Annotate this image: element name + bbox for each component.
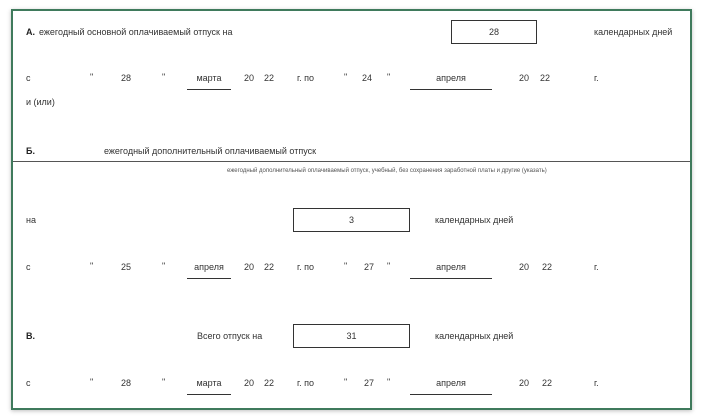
- section-a-from-year-prefix: 20: [244, 73, 255, 83]
- section-b-days-unit: календарных дней: [435, 215, 514, 225]
- section-a-to-year[interactable]: 22: [540, 73, 551, 83]
- section-v-from-year-prefix: 20: [244, 378, 255, 388]
- section-a-days-field[interactable]: 28: [451, 20, 537, 44]
- section-a-to-day[interactable]: 24: [362, 73, 373, 83]
- section-v-letter: В.: [26, 331, 35, 341]
- section-v-to-year[interactable]: 22: [542, 378, 553, 388]
- section-a-to-year-prefix: 20: [519, 73, 530, 83]
- section-b-from-month[interactable]: апреля: [194, 262, 224, 272]
- section-a-from-day[interactable]: 28: [121, 73, 132, 83]
- section-v-days-field[interactable]: 31: [293, 324, 410, 348]
- section-a-from-month[interactable]: марта: [196, 73, 222, 83]
- section-v-from-day[interactable]: 28: [121, 378, 132, 388]
- section-v-to-quote-close: ": [387, 377, 391, 387]
- section-v-from-year[interactable]: 22: [264, 378, 275, 388]
- section-a-to-quote-open: ": [344, 72, 348, 82]
- section-b-to-year-prefix: 20: [519, 262, 530, 272]
- and-or-label: и (или): [26, 97, 55, 107]
- section-b-to-year[interactable]: 22: [542, 262, 553, 272]
- section-b-title[interactable]: ежегодный дополнительный оплачиваемый отпуск: [104, 146, 317, 156]
- section-b-year-suffix: г.: [594, 262, 599, 272]
- section-b-from-label: с: [26, 262, 31, 272]
- section-v-to-quote-open: ": [344, 377, 348, 387]
- section-v-from-label: с: [26, 378, 31, 388]
- section-v-quote-open: ": [90, 377, 94, 387]
- section-a-to-month[interactable]: апреля: [436, 73, 466, 83]
- section-b-from-day[interactable]: 25: [121, 262, 132, 272]
- section-v-year-suffix: г.: [594, 378, 599, 388]
- section-v-days-unit: календарных дней: [435, 331, 514, 341]
- section-b-underline: [13, 161, 690, 162]
- section-a-title: ежегодный основной оплачиваемый отпуск на: [39, 27, 233, 37]
- section-a-to-label: г. по: [297, 73, 315, 83]
- section-a-year-suffix: г.: [594, 73, 599, 83]
- section-b-hint: ежегодный дополнительный оплачиваемый отпуск, учебный, без сохранения заработной платы и другие (указать): [227, 168, 547, 174]
- section-b-to-label: г. по: [297, 262, 315, 272]
- section-b-to-quote-close: ": [387, 261, 391, 271]
- section-b-quote-open: ": [90, 261, 94, 271]
- section-b-on-label: на: [26, 215, 36, 225]
- section-v-to-month[interactable]: апреля: [436, 378, 466, 388]
- section-a-to-quote-close: ": [387, 72, 391, 82]
- section-b-from-year-prefix: 20: [244, 262, 255, 272]
- section-b-quote-close: ": [162, 261, 166, 271]
- section-v-to-label: г. по: [297, 378, 315, 388]
- section-b-from-year[interactable]: 22: [264, 262, 275, 272]
- section-a-from-year[interactable]: 22: [264, 73, 275, 83]
- section-v-from-month[interactable]: марта: [196, 378, 222, 388]
- section-b-to-quote-open: ": [344, 261, 348, 271]
- section-b-days-field[interactable]: 3: [293, 208, 410, 232]
- section-v-to-day[interactable]: 27: [364, 378, 375, 388]
- section-v-title: Всего отпуск на: [197, 331, 263, 341]
- section-a-days-unit: календарных дней: [594, 27, 673, 37]
- section-a-quote-open: ": [90, 72, 94, 82]
- section-b-to-month[interactable]: апреля: [436, 262, 466, 272]
- section-a-from-label: с: [26, 73, 31, 83]
- section-b-letter: Б.: [26, 146, 35, 156]
- section-b-to-day[interactable]: 27: [364, 262, 375, 272]
- section-v-quote-close: ": [162, 377, 166, 387]
- section-a-letter: А.: [26, 27, 35, 37]
- section-a-quote-close: ": [162, 72, 166, 82]
- section-v-to-year-prefix: 20: [519, 378, 530, 388]
